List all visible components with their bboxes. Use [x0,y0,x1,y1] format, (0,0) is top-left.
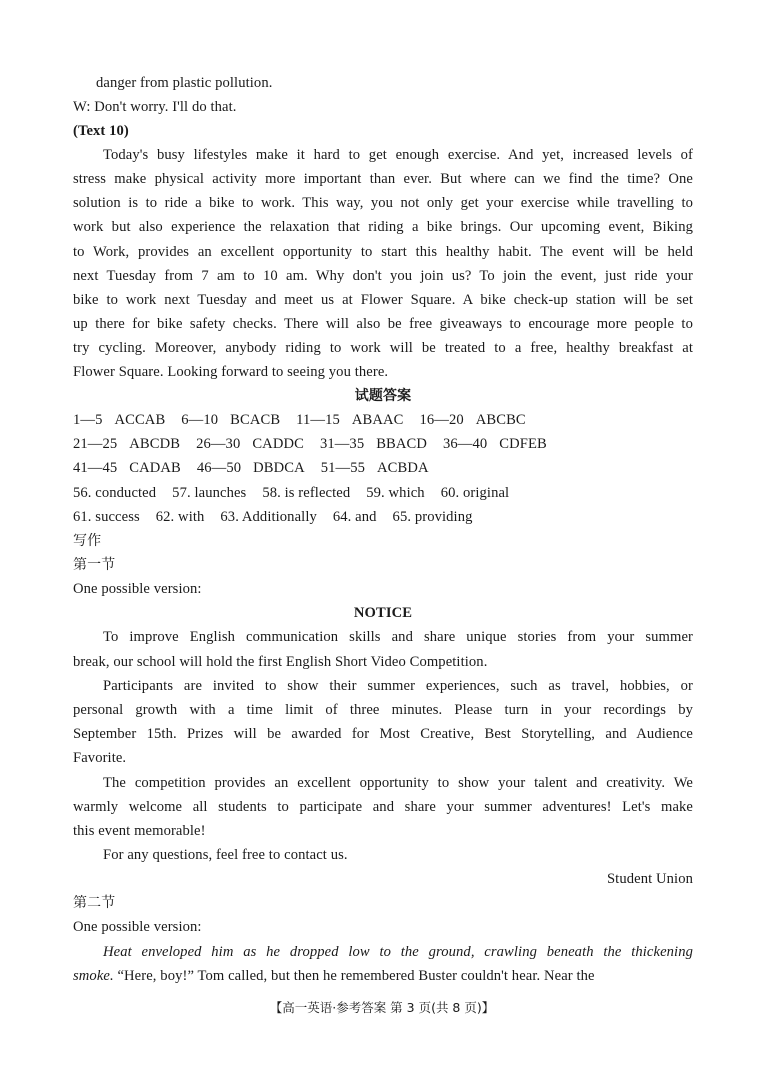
text10-line: bike to work next Tuesday and meet us at Flower Square. A bike check-up station will be set [73,292,693,308]
continuation-rest: “Here, boy!” Tom called, but then he remembered Buster couldn't hear. Near the [113,968,595,984]
answer-range: 26—30 [196,436,241,452]
answer-item: 65. providing [392,509,473,525]
answer-key: ACCAB [114,412,166,428]
answer-row-1 [73,408,693,432]
answer-item: 59. which [366,485,425,501]
answer-range: 31—35 [319,436,365,452]
answer-range: 1—5 [73,412,103,428]
section1-heading: 第一节 [73,557,116,573]
notice-line: September 15th. Prizes will be awarded for Most Creative, Best Storytelling, and Audience [73,726,693,742]
answer-range: 11—15 [296,412,340,428]
notice-line: The competition provides an excellent opportunity to show your talent and creativity. We [103,775,693,791]
text9-tail-line2: W: Don't worry. I'll do that. [73,99,237,115]
section2-intro: One possible version: [73,919,202,935]
answer-item: 56. conducted [73,485,157,501]
answer-range: 51—55 [320,460,366,476]
notice-line: Participants are invited to show their summer experiences, such as travel, hobbies, or [103,678,693,694]
text10-line: solution is to ride a bike to work. This way, you not only get your exercise while travelling to [73,195,693,211]
answer-key: ACBDA [377,460,429,476]
text10-line: work but also experience the relaxation that riding a bike brings. Our upcoming event, Biking [73,219,693,235]
answers-heading: 试题答案 [354,388,412,404]
answer-range: 36—40 [443,436,488,452]
answer-key: CADDC [252,436,304,452]
notice-line: Favorite. [73,750,127,766]
notice-title: NOTICE [353,605,413,621]
answer-item: 61. success [73,509,140,525]
answer-range: 6—10 [181,412,219,428]
answer-item: 62. with [155,509,205,525]
answer-key: CADAB [129,460,181,476]
answer-key: CDFEB [499,436,547,452]
answer-row-2 [73,432,693,456]
continuation-italic: smoke. [73,968,114,984]
answer-range: 21—25 [73,436,118,452]
text10-line: try cycling. Moreover, anybody riding to work will be treated to a free, healthy breakfast at [73,340,693,356]
answer-item: 58. is reflected [262,485,351,501]
text10-heading: (Text 10) [73,123,129,139]
notice-line: To improve English communication skills and share unique stories from your summer [103,629,693,645]
page-footer: 【高一英语·参考答案 第 3 页(共 8 页)】 [269,1000,495,1015]
continuation-line-2 [73,964,693,988]
answer-key: ABAAC [351,412,404,428]
answer-key: BBACD [376,436,427,452]
answer-key: ABCDB [129,436,181,452]
text10-line: Flower Square. Looking forward to seeing you there. [73,364,389,380]
answer-row-3 [73,456,693,480]
answer-item: 60. original [440,485,510,501]
text10-line: to Work, provides an excellent opportunity to start this healthy habit. The event will be held [73,244,693,260]
continuation-line: Heat enveloped him as he dropped low to the ground, crawling beneath the thickening [103,944,693,960]
notice-signature: Student Union [606,871,693,887]
notice-line: break, our school will hold the first English Short Video Competition. [73,654,488,670]
text10-line: Today's busy lifestyles make it hard to get enough exercise. And yet, increased levels of [103,147,693,163]
answer-key: BCACB [230,412,281,428]
answer-range: 46—50 [196,460,242,476]
notice-line: this event memorable! [73,823,206,839]
answer-row-5 [73,505,693,529]
answer-key: DBDCA [253,460,305,476]
text9-tail-line1: danger from plastic pollution. [96,75,273,91]
answer-item: 64. and [332,509,377,525]
notice-line: For any questions, feel free to contact us. [103,847,348,863]
answer-item: 57. launches [172,485,247,501]
section2-heading: 第二节 [73,895,116,911]
notice-line: personal growth with a time limit of three minutes. Please turn in your recordings by [73,702,693,718]
answer-row-4 [73,481,693,505]
answer-range: 16—20 [419,412,464,428]
writing-heading: 写作 [73,533,102,549]
text10-line: up there for bike safety checks. There will also be free giveaways to encourage more people to [73,316,693,332]
text10-line: stress make physical activity more important than ever. But where can we find the time? One [73,171,693,187]
answer-range: 41—45 [73,460,118,476]
notice-line: warmly welcome all students to participate and share your summer adventures! Let's make [73,799,693,815]
text10-line: next Tuesday from 7 am to 10 am. Why don't you join us? To join the event, just ride your [73,268,693,284]
answer-key: ABCBC [475,412,526,428]
answer-item: 63. Additionally [220,509,317,525]
section1-intro: One possible version: [73,581,202,597]
